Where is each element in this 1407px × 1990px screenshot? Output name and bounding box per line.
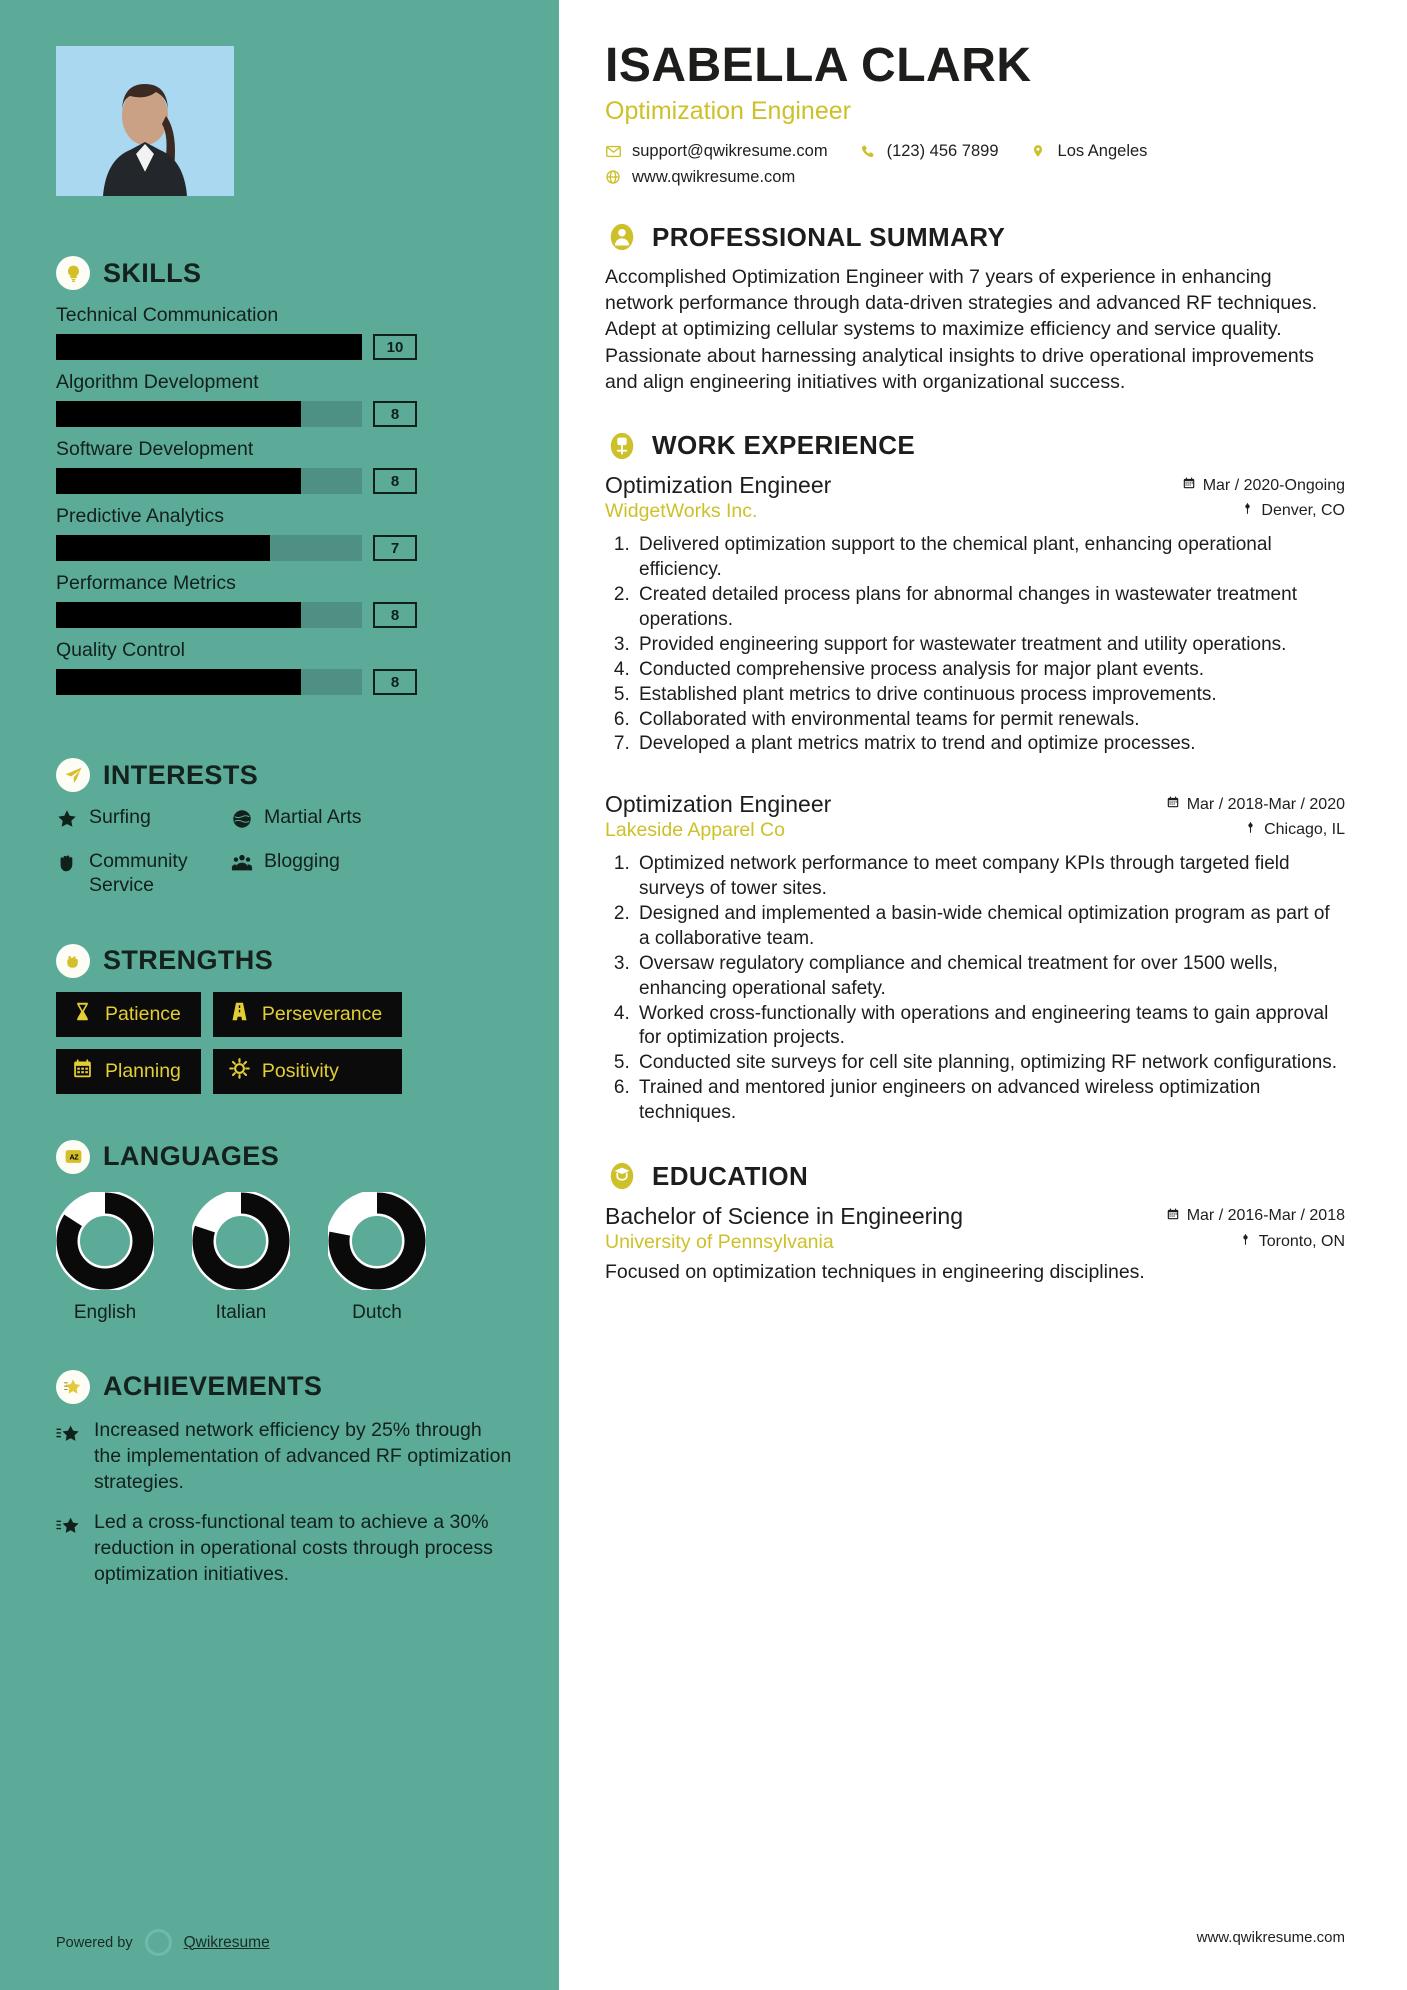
skill-bar-fill xyxy=(56,535,270,561)
star-streak-icon xyxy=(56,1422,82,1496)
job-date-line xyxy=(1166,795,1345,814)
education-date: Mar / 2016-Mar / 2018 xyxy=(1186,1207,1345,1225)
skill-row xyxy=(56,505,513,561)
contact-envelope[interactable] xyxy=(605,142,828,161)
qwikresume-link[interactable]: Qwikresume xyxy=(183,1933,270,1951)
job-spacer xyxy=(605,757,1345,785)
interests-header xyxy=(56,758,513,792)
interest-label: Surfing xyxy=(89,806,151,828)
strengths-header xyxy=(56,944,513,978)
job-bullet: 2. Designed and implemented a basin-wide chemical optimization program as part of a collaborative team. xyxy=(635,902,1345,952)
languages-title: LANGUAGES xyxy=(103,1141,280,1172)
contact-row xyxy=(605,142,1345,161)
skill-bar-fill xyxy=(56,334,362,360)
contact-website[interactable] xyxy=(605,168,795,187)
job-location-line xyxy=(1182,502,1345,520)
skill-value-badge: 8 xyxy=(373,669,417,695)
job-bullet: 4. Conducted comprehensive process analysis for major plant events. xyxy=(635,658,1345,683)
skill-bar-track xyxy=(56,468,362,494)
job-location: Chicago, IL xyxy=(1264,821,1345,839)
skill-bar-track xyxy=(56,334,362,360)
contact-text: support@qwikresume.com xyxy=(632,141,828,160)
profile-photo xyxy=(56,46,234,196)
job-title: Optimization Engineer xyxy=(605,472,832,499)
skill-row xyxy=(56,438,513,494)
job-header xyxy=(605,472,1345,523)
strength-label: Patience xyxy=(105,1002,181,1025)
job-date-line xyxy=(1182,476,1345,495)
achievement-item xyxy=(56,1418,513,1496)
strengths-title: STRENGTHS xyxy=(103,945,274,976)
achievement-item xyxy=(56,1510,513,1588)
job-date: Mar / 2018-Mar / 2020 xyxy=(1186,795,1345,813)
job-bullet: 4. Worked cross-functionally with operations and engineering teams to gain approval for optimization projects. xyxy=(635,1002,1345,1052)
education-header xyxy=(605,1160,1345,1193)
website-text: www.qwikresume.com xyxy=(632,167,796,186)
translate-icon xyxy=(56,1140,90,1174)
languages-section xyxy=(56,1140,513,1324)
interests-list xyxy=(56,806,513,898)
skill-row xyxy=(56,371,513,427)
summary-title: PROFESSIONAL SUMMARY xyxy=(652,221,1006,252)
education-school: University of Pennsylvania xyxy=(605,1230,834,1253)
job-location-line xyxy=(1166,821,1345,839)
skill-bar xyxy=(56,535,513,561)
summary-text: Accomplished Optimization Engineer with 7 years of experience in enhancing network performance through data-driven strategies and advanced RF techniques. Adept at optimizing cellular systems to maximize efficiency and service quality. Passionate about harnessing analytical insights to drive operational improvements and align engineering initiatives with organizational success. xyxy=(605,265,1318,394)
job-company: WidgetWorks Inc. xyxy=(605,500,758,523)
interests-title: INTERESTS xyxy=(103,759,259,790)
achievements-title: ACHIEVEMENTS xyxy=(103,1371,323,1402)
language-item xyxy=(56,1192,154,1324)
skill-row xyxy=(56,572,513,628)
person-icon xyxy=(605,221,638,254)
achievements-header xyxy=(56,1370,513,1404)
languages-header xyxy=(56,1140,513,1174)
job-bullets xyxy=(605,852,1345,1126)
main-footer-url: www.qwikresume.com xyxy=(1196,1929,1345,1946)
job-meta xyxy=(1182,472,1345,520)
chair-icon xyxy=(605,429,638,462)
interest-item xyxy=(231,806,513,837)
road-icon xyxy=(229,1001,250,1028)
strength-pill xyxy=(56,1049,201,1094)
skill-label: Algorithm Development xyxy=(56,371,259,393)
skill-label: Quality Control xyxy=(56,639,185,661)
globe-icon xyxy=(605,169,622,185)
work-jobs-list xyxy=(605,472,1345,1126)
education-top xyxy=(605,1203,1345,1254)
qwikresume-logo-icon xyxy=(145,1929,172,1956)
map-pin-icon xyxy=(1241,502,1254,520)
strength-pill xyxy=(213,992,402,1037)
achievement-text: Led a cross-functional team to achieve a 30% reduction in operational costs through process optimization initiatives. xyxy=(94,1510,493,1585)
svg-text:A: A xyxy=(69,1154,75,1163)
globe-icon xyxy=(231,808,253,837)
skill-value-badge: 8 xyxy=(373,602,417,628)
education-location: Toronto, ON xyxy=(1258,1232,1345,1250)
paper-plane-icon xyxy=(56,758,90,792)
skill-bar-track xyxy=(56,535,362,561)
contact-location-pin[interactable] xyxy=(1031,142,1148,161)
contact-text: (123) 456 7899 xyxy=(886,141,999,160)
skills-list xyxy=(56,304,513,695)
skill-value-badge: 10 xyxy=(373,334,417,360)
skill-label: Software Development xyxy=(56,438,254,460)
hand-icon xyxy=(56,852,78,881)
website-row xyxy=(605,168,1345,187)
sidebar-footer xyxy=(56,1929,513,1990)
location-pin-icon xyxy=(1031,143,1048,159)
education-location-line xyxy=(1166,1233,1345,1251)
education-description: Focused on optimization techniques in engineering disciplines. xyxy=(605,1260,1145,1283)
skill-bar-fill xyxy=(56,602,301,628)
skill-bar xyxy=(56,401,513,427)
language-label: Italian xyxy=(215,1301,267,1323)
job-role-subtitle: Optimization Engineer xyxy=(605,96,851,125)
skill-bar xyxy=(56,468,513,494)
skill-row xyxy=(56,304,513,360)
users-icon xyxy=(231,852,253,881)
language-donut-chart xyxy=(328,1192,426,1290)
calendar-icon xyxy=(1166,1207,1180,1226)
language-item xyxy=(192,1192,290,1324)
sun-icon xyxy=(229,1058,250,1085)
star-icon xyxy=(56,808,78,837)
job-bullet: 5. Established plant metrics to drive continuous process improvements. xyxy=(635,683,1345,708)
job-meta xyxy=(1166,791,1345,839)
envelope-icon xyxy=(605,143,622,160)
calendar-icon xyxy=(72,1058,93,1085)
star-streak-icon xyxy=(56,1514,82,1588)
skills-title: SKILLS xyxy=(103,257,202,288)
skill-bar xyxy=(56,602,513,628)
skill-label: Predictive Analytics xyxy=(56,505,224,527)
interest-label: Blogging xyxy=(264,849,340,872)
calendar-icon xyxy=(1182,476,1196,495)
graduation-cap-icon xyxy=(605,1160,638,1193)
job-bullet: 3. Oversaw regulatory compliance and chemical treatment for over 1500 wells, enhancing operational safety. xyxy=(635,952,1345,1002)
interest-item xyxy=(56,850,231,898)
job-bullet: 1. Delivered optimization support to the chemical plant, enhancing operational efficiency. xyxy=(635,533,1345,583)
sidebar xyxy=(0,0,559,1990)
skill-row xyxy=(56,639,513,695)
languages-list xyxy=(56,1192,513,1324)
language-label: Dutch xyxy=(352,1301,402,1323)
skill-bar-track xyxy=(56,401,362,427)
calendar-icon xyxy=(1166,795,1180,814)
skill-bar-fill xyxy=(56,401,301,427)
skill-bar xyxy=(56,334,513,360)
skill-value-badge: 8 xyxy=(373,401,417,427)
svg-text:Z: Z xyxy=(73,1154,79,1163)
strengths-section xyxy=(56,944,513,1094)
job-location: Denver, CO xyxy=(1261,502,1345,520)
education-date-line xyxy=(1166,1207,1345,1226)
map-pin-icon xyxy=(1244,821,1257,839)
skill-value-badge: 7 xyxy=(373,535,417,561)
job-entry xyxy=(605,791,1345,1126)
job-bullet: 1. Optimized network performance to meet company KPIs through targeted field surveys of tower sites. xyxy=(635,852,1345,902)
strengths-list xyxy=(56,992,513,1094)
summary-header xyxy=(605,221,1345,254)
skill-bar xyxy=(56,669,513,695)
job-header xyxy=(605,791,1345,842)
strength-label: Perseverance xyxy=(261,1002,383,1025)
page-title: ISABELLA CLARK xyxy=(605,39,1032,92)
skill-bar-track xyxy=(56,602,362,628)
skill-value-badge: 8 xyxy=(373,468,417,494)
star-badge-icon xyxy=(56,1370,90,1404)
strength-label: Positivity xyxy=(261,1059,339,1082)
achievement-text: Increased network efficiency by 25% through the implementation of advanced RF optimization strategies. xyxy=(94,1418,512,1493)
job-date: Mar / 2020-Ongoing xyxy=(1202,476,1345,494)
work-header xyxy=(605,429,1345,462)
strength-pill xyxy=(213,1049,402,1094)
interest-item xyxy=(56,806,231,837)
job-title: Optimization Engineer xyxy=(605,791,832,818)
job-company: Lakeside Apparel Co xyxy=(605,819,785,842)
interest-label: Martial Arts xyxy=(264,806,362,828)
interest-label: Community Service xyxy=(89,849,188,896)
language-item xyxy=(328,1192,426,1324)
map-pin-icon xyxy=(1239,1233,1252,1251)
strength-pill xyxy=(56,992,201,1037)
skills-header xyxy=(56,256,513,290)
phone-icon xyxy=(860,144,877,159)
work-title: WORK EXPERIENCE xyxy=(652,430,916,461)
education-meta xyxy=(1166,1203,1345,1251)
interests-section xyxy=(56,758,513,898)
language-donut-chart xyxy=(192,1192,290,1290)
hourglass-icon xyxy=(72,1001,93,1028)
job-bullet: 6. Trained and mentored junior engineers on advanced wireless optimization techniques. xyxy=(635,1076,1345,1126)
education-title: EDUCATION xyxy=(652,1160,809,1191)
job-bullet: 2. Created detailed process plans for abnormal changes in wastewater treatment operations. xyxy=(635,583,1345,633)
skill-bar-fill xyxy=(56,468,301,494)
language-label: English xyxy=(73,1301,137,1323)
job-entry xyxy=(605,472,1345,757)
fist-icon xyxy=(56,944,90,978)
skill-label: Performance Metrics xyxy=(56,572,236,594)
education-degree: Bachelor of Science in Engineering xyxy=(605,1202,964,1229)
language-donut-chart xyxy=(56,1192,154,1290)
job-bullets xyxy=(605,533,1345,757)
strength-label: Planning xyxy=(105,1059,181,1082)
main-column xyxy=(559,0,1407,1990)
job-bullet: 5. Conducted site surveys for cell site planning, optimizing RF network configurations. xyxy=(635,1051,1345,1076)
skill-label: Technical Communication xyxy=(56,304,279,326)
achievements-list xyxy=(56,1418,513,1588)
job-bullet: 7. Developed a plant metrics matrix to trend and optimize processes. xyxy=(635,732,1345,757)
skill-bar-track xyxy=(56,669,362,695)
job-bullet: 6. Collaborated with environmental teams for permit renewals. xyxy=(635,708,1345,733)
contact-text: Los Angeles xyxy=(1057,141,1148,160)
skill-bar-fill xyxy=(56,669,301,695)
powered-by-label: Powered by xyxy=(56,1934,133,1951)
achievements-section xyxy=(56,1370,513,1588)
interest-item xyxy=(231,850,513,898)
education-entry xyxy=(605,1203,1345,1284)
photo-portrait xyxy=(86,76,204,196)
skills-section xyxy=(56,256,513,706)
job-bullet: 3. Provided engineering support for wastewater treatment and utility operations. xyxy=(635,633,1345,658)
lightbulb-icon xyxy=(56,256,90,290)
contact-phone[interactable] xyxy=(860,142,999,161)
